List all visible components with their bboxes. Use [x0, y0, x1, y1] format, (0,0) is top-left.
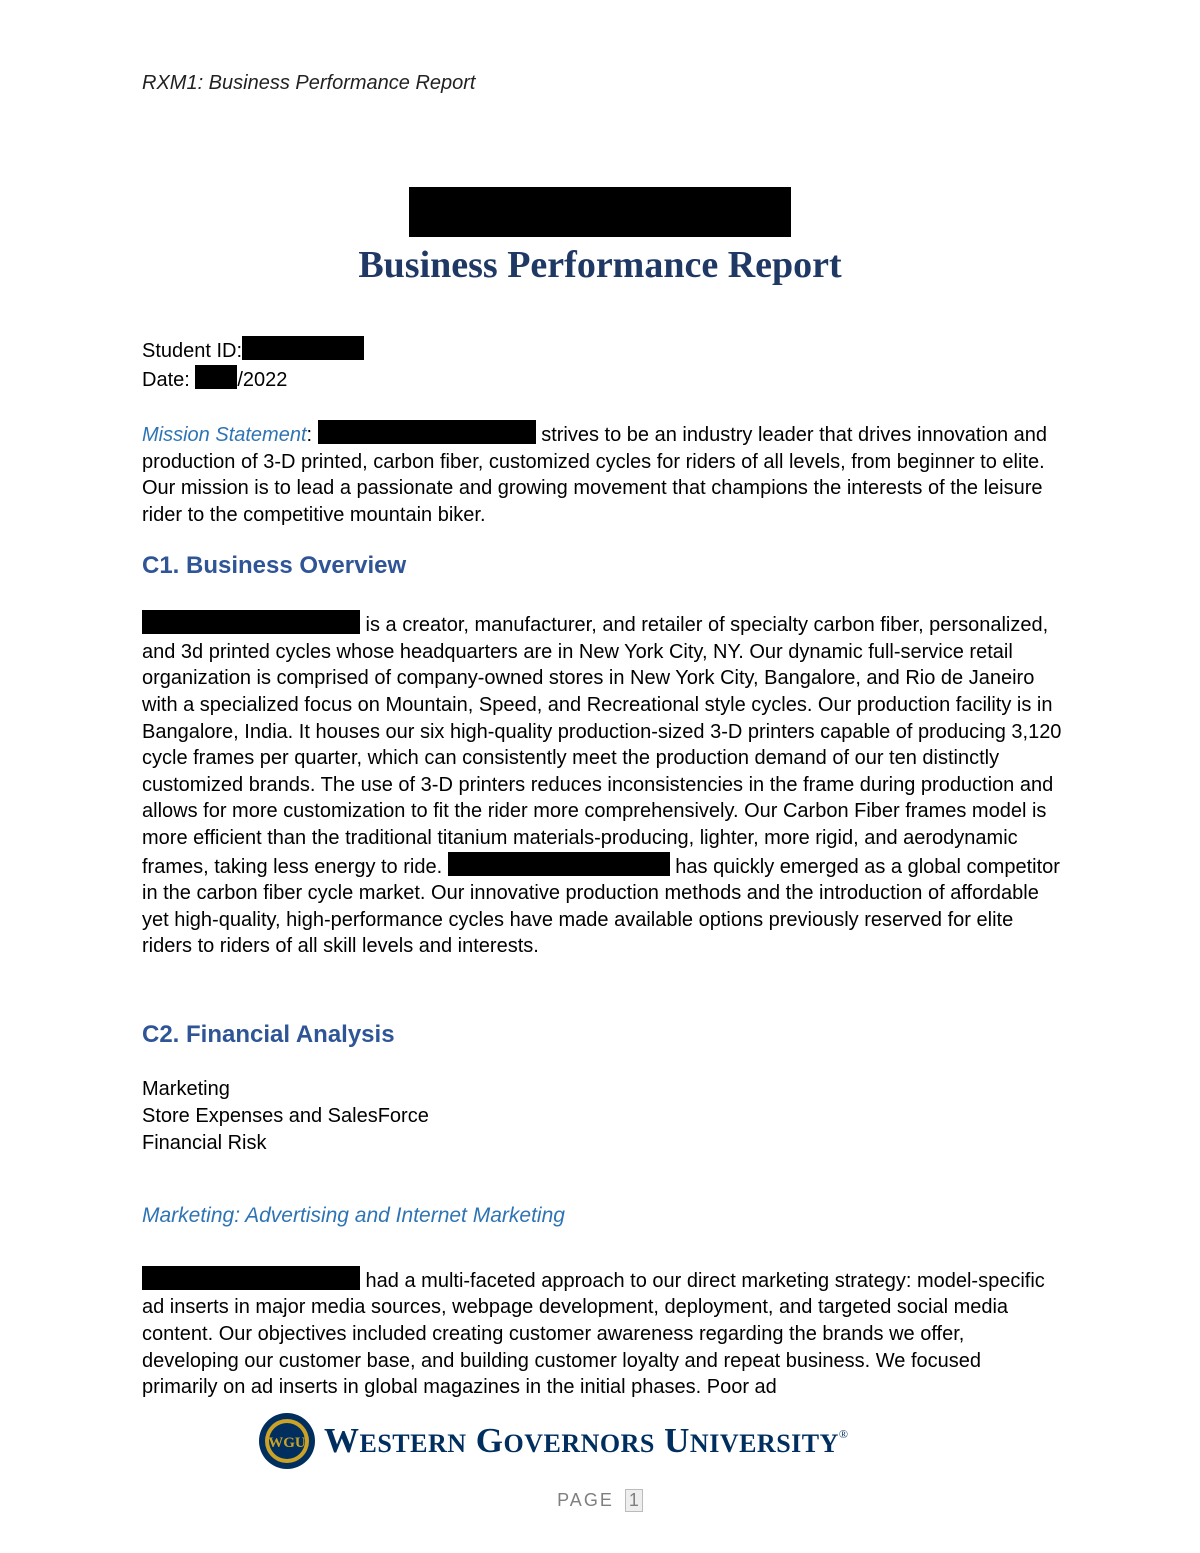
- title-block: [0, 187, 1200, 287]
- student-id-line: [142, 336, 1062, 365]
- logo-w2-initial: G: [475, 1421, 504, 1460]
- page-number-footer: [0, 1489, 1200, 1512]
- mission-text: strives to be an industry leader that drives innovation and production of 3-D printed, carbon fiber, customized cycles for riders of all levels, from beginner to elite. Our mission is to lead a passionate and growing movement that champions the interests of the leisure rider to the competitive mountain biker.: [142, 424, 1048, 526]
- running-header: RXM1: Business Performance Report: [142, 72, 476, 94]
- redacted-company-name: [448, 852, 670, 876]
- redacted-date: [195, 365, 237, 389]
- wgu-wordmark: [324, 1421, 849, 1461]
- financial-analysis-topics: [142, 1076, 1062, 1156]
- redacted-company-name: [409, 187, 791, 237]
- redacted-company-name: [318, 420, 536, 444]
- registered-mark: ®: [838, 1427, 849, 1441]
- student-id-label: Student ID:: [142, 340, 243, 362]
- logo-w2-rest: OVERNORS: [503, 1429, 655, 1458]
- date-suffix: /2022: [237, 368, 288, 391]
- wgu-seal-icon: [258, 1412, 316, 1470]
- page-label: PAGE: [557, 1490, 614, 1510]
- topic-marketing: Marketing: [142, 1078, 230, 1101]
- seal-monogram: WGU: [268, 1435, 306, 1451]
- logo-w1-initial: W: [324, 1421, 360, 1460]
- mission-paragraph: [142, 420, 1062, 528]
- redacted-company-name: [142, 610, 360, 634]
- redacted-company-name: [142, 1266, 360, 1290]
- marketing-paragraph: [142, 1266, 1062, 1401]
- meta-block: [142, 336, 1062, 393]
- overview-text-part2: has quickly emerged as a global competitor in the carbon fiber cycle market. Our innovative production methods and the introduction of affordable yet high-quality, high-performance cycles have made available options previously reserved for elite riders to riders of all skill levels and interests.: [142, 855, 1060, 958]
- redacted-student-id: [242, 336, 364, 360]
- mission-label: Mission Statement: [142, 424, 307, 447]
- section-heading-c1: C1. Business Overview: [142, 551, 407, 579]
- logo-w3-rest: NIVERSITY: [689, 1429, 839, 1458]
- section-heading-c2: C2. Financial Analysis: [142, 1020, 395, 1048]
- overview-text-part1: is a creator, manufacturer, and retailer of specialty carbon fiber, personalized, and 3d printed cycles whose headquarters are in New York City, NY. Our dynamic full-service retail organization is comprised of company-owned stores in New York City, Bangalore, and Rio de Janeiro with a specialized focus on Mountain, Speed, and Recreational style cycles. Our production facility is in Bangalore, India. It houses our six high-quality production-sized 3-D printers capable of producing 3,120 cycle frames per quarter, which can consistently meet the production demand of our ten distinctly customized brands. The use of 3-D printers reduces inconsistencies in the frame during production and allows for more customization to fit the rider more comprehensively. Our Carbon Fiber frames model is more efficient than the traditional titanium materials-producing, lighter, more rigid, and aerodynamic frames, taking less energy to ride.: [142, 614, 1062, 878]
- mission-colon: :: [306, 424, 313, 447]
- logo-w1-rest: ESTERN: [359, 1429, 467, 1458]
- marketing-text: had a multi-faceted approach to our direct marketing strategy: model-specific ad inserts in major media sources, webpage development, deployment, and targeted social media content. Our objectives included creating customer awareness regarding the brands we offer, developing our customer base, and building customer loyalty and repeat business. We focused primarily on ad inserts in global magazines in the initial phases. Poor ad: [142, 1269, 1045, 1399]
- document-body: [142, 336, 1062, 1401]
- topic-financial-risk: Financial Risk: [142, 1131, 267, 1154]
- date-line: [142, 365, 1062, 394]
- subheading-marketing: Marketing: Advertising and Internet Marketing: [142, 1204, 565, 1228]
- date-label: Date:: [142, 368, 190, 391]
- logo-w3-initial: U: [664, 1421, 690, 1460]
- business-overview-paragraph: [142, 610, 1062, 960]
- topic-store-expenses: Store Expenses and SalesForce: [142, 1105, 429, 1128]
- wgu-logo: [258, 1412, 908, 1470]
- page-title: Business Performance Report: [358, 244, 842, 286]
- page-number: 1: [625, 1489, 643, 1512]
